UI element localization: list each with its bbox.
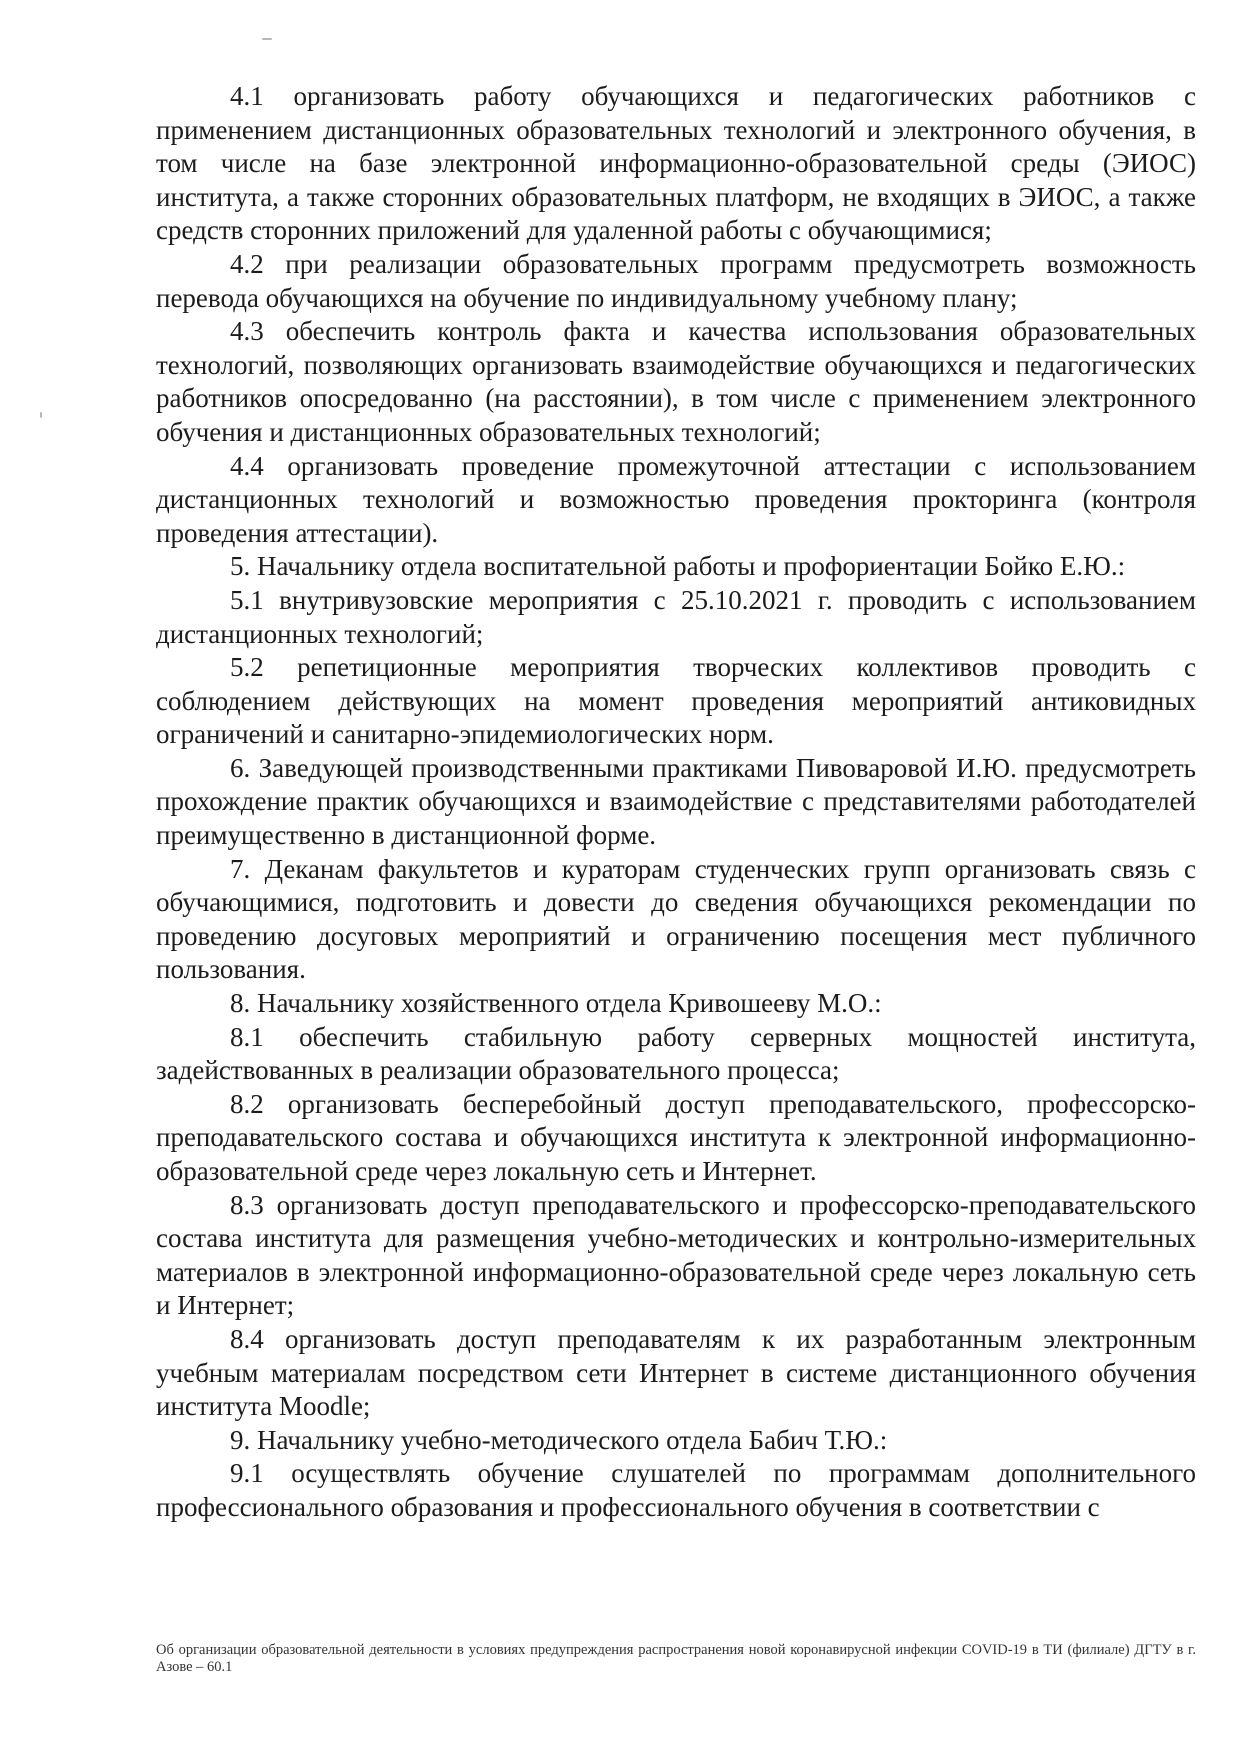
paragraph-6: 6. Заведующей производственными практиками Пивоваровой И.Ю. предусмотреть прохождение практик обучающихся и взаимодействие с представителями работодателей преимущественно в дистанционной форме.	[156, 752, 1196, 851]
paragraph-4-3: 4.3 обеспечить контроль факта и качества использования образовательных технологий, позволяющих организовать взаимодействие обучающихся и педагогических работников опосредованно (на расстоянии), в том числе с применением электронного обучения и дистанционных образовательных технологий;	[156, 316, 1196, 447]
paragraph-5: 5. Начальнику отдела воспитательной работы и профориентации Бойко Е.Ю.:	[230, 551, 1126, 582]
scan-speck	[40, 412, 42, 418]
paragraph-8: 8. Начальнику хозяйственного отдела Кривошееву М.О.:	[230, 988, 882, 1019]
paragraph-9: 9. Начальнику учебно-методического отдела Бабич Т.Ю.:	[230, 1424, 888, 1455]
paragraph-8-4: 8.4 организовать доступ преподавателям к их разработанным электронным учебным материалам посредством сети Интернет в системе дистанционного обучения института Moodle;	[156, 1323, 1196, 1422]
paragraph-7: 7. Деканам факультетов и кураторам студенческих групп организовать связь с обучающимися, подготовить и довести до сведения обучающихся рекомендации по проведению досуговых мероприятий и ограничению посещения мест публичного пользования.	[156, 853, 1196, 985]
paragraph-5-2: 5.2 репетиционные мероприятия творческих коллективов проводить с соблюдением действующих на момент проведения мероприятий антиковидных ограничений и санитарно-эпидемиологических норм.	[156, 652, 1196, 750]
paragraph-8-1: 8.1 обеспечить стабильную работу серверных мощностей института, задействованных в реализации образовательного процесса;	[156, 1021, 1196, 1086]
scan-speck	[262, 38, 272, 40]
document-body	[156, 80, 1196, 1525]
paragraph-4-2: 4.2 при реализации образовательных программ предусмотреть возможность перевода обучающихся на обучение по индивидуальному учебному плану;	[156, 248, 1196, 313]
paragraph-9-1: 9.1 осуществлять обучение слушателей по программам дополнительного профессионального образования и профессионального обучения в соответствии с	[156, 1458, 1196, 1522]
paragraph-5-1: 5.1 внутривузовские мероприятия с 25.10.2021 г. проводить с использованием дистанционных технологий;	[156, 584, 1196, 649]
paragraph-8-3: 8.3 организовать доступ преподавательского и профессорско-преподавательского состава института для размещения учебно-методических и контрольно-измерительных материалов в электронной информационно-образовательной среде через локальную сеть и Интернет;	[156, 1189, 1196, 1321]
paragraph-4-1: 4.1 организовать работу обучающихся и педагогических работников с применением дистанционных образовательных технологий и электронного обучения, в том числе на базе электронной информационно-образовательной среды (ЭИОС) института, а также сторонних образовательных платформ, не входящих в ЭИОС, а также средств сторонних приложений для удаленной работы с обучающимися;	[156, 81, 1196, 246]
document-footer: Об организации образовательной деятельности в условиях предупреждения распространения новой коронавирусной инфекции COVID-19 в ТИ (филиале) ДГТУ в г. Азове – 60.1	[156, 1642, 1196, 1675]
paragraph-4-4: 4.4 организовать проведение промежуточной аттестации с использованием дистанционных технологий и возможностью проведения прокторинга (контроля проведения аттестации).	[156, 450, 1196, 548]
paragraph-8-2: 8.2 организовать бесперебойный доступ преподавательского, профессорско-преподавательского состава и обучающихся института к электронной информационно-образовательной среде через локальную сеть и Интернет.	[156, 1088, 1196, 1186]
